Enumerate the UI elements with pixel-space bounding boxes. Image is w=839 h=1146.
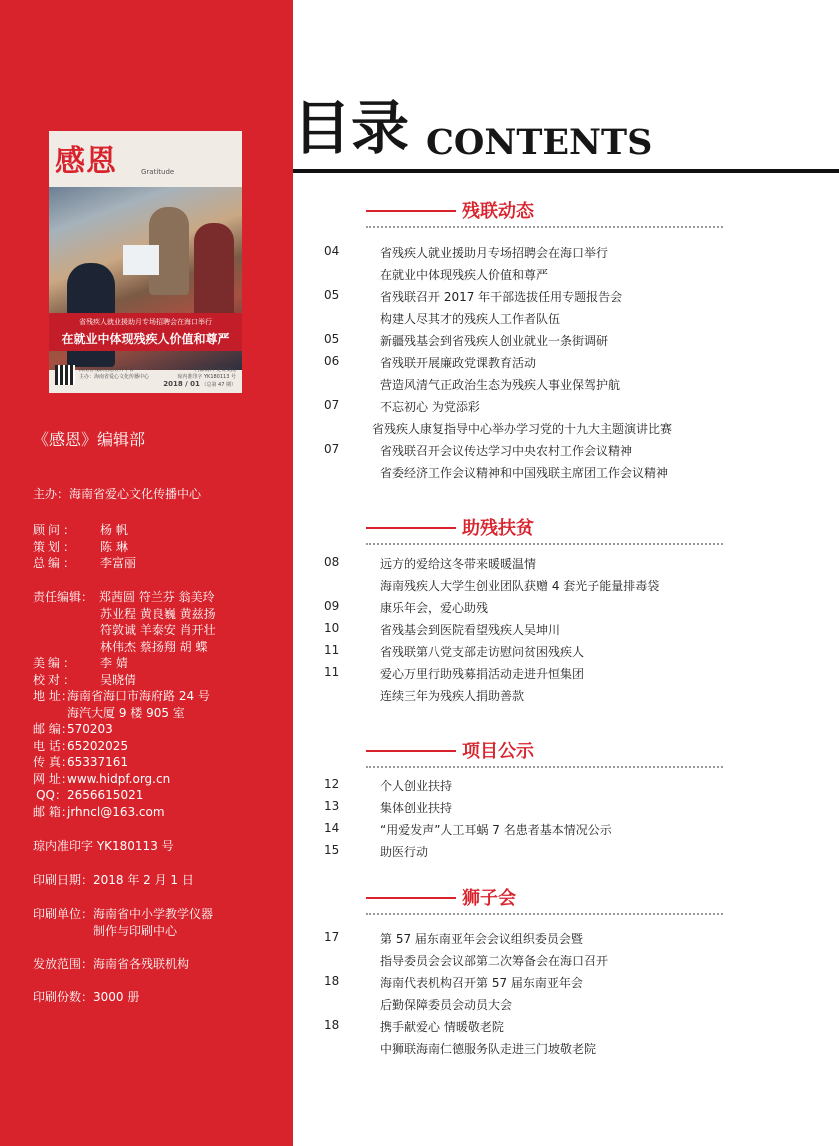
toc-page-number: 17 (324, 930, 340, 944)
toc-entry[interactable]: “用爱发声”人工耳蜗 7 名患者基本情况公示 (380, 823, 612, 837)
magazine-cover (49, 131, 242, 393)
section-title: 项目公示 (462, 741, 534, 762)
toc-page-number: 04 (324, 244, 340, 258)
toc-entry[interactable]: 构建人尽其才的残疾人工作者队伍 (380, 312, 561, 326)
section-dotted-divider (366, 766, 723, 768)
toc-entry[interactable]: 省残疾人康复指导中心举办学习党的十九大主题演讲比赛 (372, 422, 673, 436)
toc-page-number: 18 (324, 974, 340, 988)
section-title: 残联动态 (462, 201, 534, 222)
toc-entry[interactable]: 营造风清气正政治生态为残疾人事业保驾护航 (380, 378, 621, 392)
printer-block: 印刷单位：海南省中小学教学仪器 制作与印刷中心 (33, 907, 214, 938)
toc-entry[interactable]: 助医行动 (380, 845, 429, 859)
section-rule (366, 750, 456, 752)
host-line: 主办：海南省爱心文化传播中心 (33, 487, 202, 501)
toc-entry[interactable]: 不忘初心 为党添彩 (380, 400, 480, 414)
section-rule (366, 897, 456, 899)
section-dotted-divider (366, 226, 723, 228)
toc-entry[interactable]: 中狮联海南仁德服务队走进三门坡敬老院 (380, 1042, 597, 1056)
toc-page-number: 12 (324, 777, 340, 791)
toc-entry[interactable]: 新疆残基会到省残疾人创业就业一条街调研 (380, 334, 609, 348)
toc-entry[interactable]: 指导委员会会议部第二次筹备会在海口召开 (380, 954, 609, 968)
toc-page-number: 08 (324, 555, 340, 569)
toc-entry[interactable]: 远方的爱给这冬带来暖暖温情 (380, 557, 537, 571)
toc-page-number: 15 (324, 843, 340, 857)
page-title-english: CONTENTS (426, 122, 653, 163)
staff-block: 顾问： 杨 帆 策划： 陈 琳 总编： 李富丽 (33, 523, 137, 570)
toc-page-number: 10 (324, 621, 340, 635)
toc-entry[interactable]: 携手献爱心 情暖敬老院 (380, 1020, 504, 1034)
editors-block: 责任编辑： 郑茜圆 符兰芬 翁美玲 苏业程 黄良巍 黄兹扬 符敦诚 羊泰安 肖开壮 林伟杰 蔡扬翔 胡 蝶 美编： 李 婧 校对： 吴晓倩 地 址：海南省海口市海府路 24 号 海汽大厦 9 楼 905 室 邮 编：570203 电 话：65202025 传 真：65337161 网 址：www.hidpf.org.cn QQ：2656615021 邮 箱：jrhncl@163.com (33, 590, 216, 819)
page-title: 目录 (293, 94, 410, 162)
toc-entry[interactable]: 个人创业扶持 (380, 779, 453, 793)
toc-entry[interactable]: 省残疾人就业援助月专场招聘会在海口举行 (380, 246, 609, 260)
section-title: 狮子会 (462, 888, 516, 909)
sidebar (0, 0, 293, 1146)
toc-page-number: 14 (324, 821, 340, 835)
cover-publisher: 海南省残联信息公开平台 主办：海南省爱心文化传播中心 (79, 367, 150, 380)
toc-entry[interactable]: 省残联开展廉政党课教育活动 (380, 356, 537, 370)
paper-sign (123, 245, 159, 275)
toc-entry[interactable]: 省残联召开 2017 年干部选拔任用专题报告会 (380, 290, 623, 304)
toc-entry[interactable]: 康乐年会，爱心助残 (380, 601, 489, 615)
cover-subtitle: Gratitude (141, 168, 175, 176)
toc-entry[interactable]: 省委经济工作会议精神和中国残联主席团工作会议精神 (380, 466, 669, 480)
editorial-department-title: 《感恩》编辑部 (33, 430, 146, 449)
toc-entry[interactable]: 海南代表机构召开第 57 届东南亚年会 (380, 976, 583, 990)
toc-entry[interactable]: 省残联第八党支部走访慰问贫困残疾人 (380, 645, 585, 659)
toc-page-number: 11 (324, 643, 340, 657)
toc-page-number: 07 (324, 442, 340, 456)
toc-page-number: 07 (324, 398, 340, 412)
toc-page-number: 05 (324, 332, 340, 346)
permit-number: 琼内准印字 YK180113 号 (33, 839, 174, 853)
section-title: 助残扶贫 (462, 518, 534, 539)
toc-entry[interactable]: 在就业中体现残疾人价值和尊严 (380, 268, 549, 282)
section-dotted-divider (366, 543, 723, 545)
cover-issue: 内部资料 免费交流 琼内准印字 YK180113 号 2018 / 01 （总第 47 期） (163, 367, 236, 388)
toc-page-number: 06 (324, 354, 340, 368)
toc-page-number: 09 (324, 599, 340, 613)
section-rule (366, 210, 456, 212)
toc-entry[interactable]: 海南残疾人大学生创业团队获赠 4 套光子能量排毒袋 (380, 579, 660, 593)
section-rule (366, 527, 456, 529)
header-divider (293, 169, 839, 173)
cover-title: 感恩 (55, 144, 117, 179)
toc-page-number: 05 (324, 288, 340, 302)
toc-entry[interactable]: 第 57 届东南亚年会会议组织委员会暨 (380, 932, 583, 946)
toc-entry[interactable]: 连续三年为残疾人捐助善款 (380, 689, 525, 703)
toc-entry[interactable]: 省残联召开会议传达学习中央农村工作会议精神 (380, 444, 633, 458)
toc-entry[interactable]: 后勤保障委员会动员大会 (380, 998, 513, 1012)
toc-entry[interactable]: 爱心万里行助残募捐活动走进升恒集团 (380, 667, 585, 681)
print-date: 印刷日期：2018 年 2 月 1 日 (33, 873, 194, 887)
qr-code-icon (55, 365, 75, 385)
toc-entry[interactable]: 省残基会到医院看望残疾人吴坤川 (380, 623, 561, 637)
toc-page-number: 11 (324, 665, 340, 679)
cover-caption-small: 省残疾人就业援助月专场招聘会在海口举行 (79, 318, 212, 326)
cover-caption-big: 在就业中体现残疾人价值和尊严 (61, 332, 230, 346)
toc-page-number: 18 (324, 1018, 340, 1032)
section-dotted-divider (366, 913, 723, 915)
toc-page-number: 13 (324, 799, 340, 813)
distribution-range: 发放范围：海南省各残联机构 (33, 957, 190, 971)
toc-entry[interactable]: 集体创业扶持 (380, 801, 453, 815)
print-copies: 印刷份数：3000 册 (33, 990, 140, 1004)
